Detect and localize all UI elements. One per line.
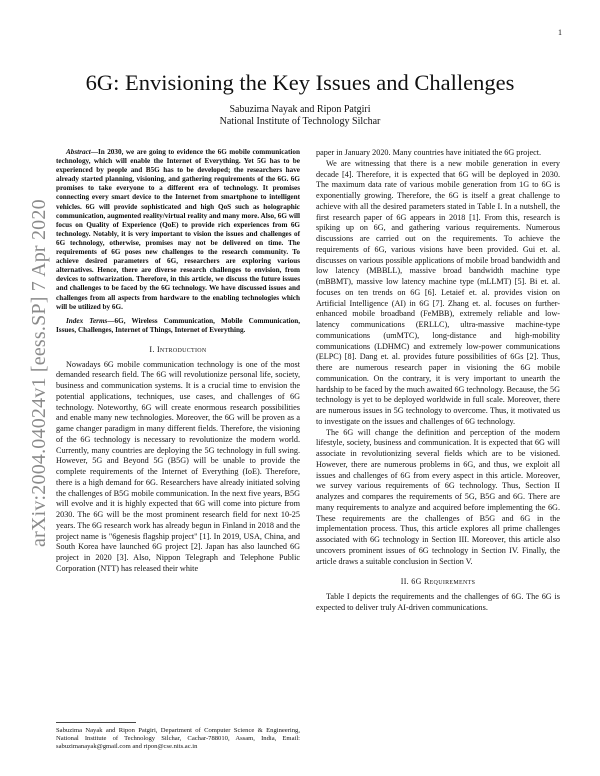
page-number: 1 xyxy=(558,28,562,37)
section-heading-requirements: II. 6G Requirements xyxy=(400,577,476,587)
index-terms-label: Index Terms xyxy=(66,316,108,325)
requirements-paragraph: Table I depicts the requirements and the challenges of 6G. The 6G is expected to deliver truly AI-driven communications. xyxy=(316,592,560,612)
intro-paragraph-2: We are witnessing that there is a new mobile generation in every decade [4]. Therefore, it is expected that 6G will be deployed in 2030. The maximum data rate of various mobile generation from 1G to 6G is exponentially growing. Therefore, the 6G is itself a great challenge to achieve with all the desired parameters stated in Table I. In a nutshell, the first research paper of 6G appears in 2018 [1]. From this, research is spiking up on 6G, and gathering various requirements. Numerous discussions are carried out on the requirements. To achieve the requirements of 6G, various visions have been provided. Gui et. al. discusses on various possible applications of mobile broad bandwidth and low latency (MBBLL), massive broad bandwidth machine type (mBBMT), massive low latency machine type (mLLMT) [5]. Bi et. al. focuses on ten trends on 6G [6]. Letaief et. al. provides vision on Artificial Intelligence (AI) in 6G [7]. Zhang et. al. focuses on further-enhanced mobile broadband (FeMBB), extremely reliable and low-latency communications (ERLLC), ultra-massive machine-type communications (umMTC), long-distance and high-mobility communications (LDHMC) and extremely low-power communications (ELPC) [8]. Dang et. al. provides future possibilities of 6Gs [2]. Thus, there are numerous research paper in visioning the 6G mobile communication. On the contrary, it is very important to unearth the hardship to be faced by the much awaited 6G technology. Because, the 5G technology is yet to be deployed worldwide in full scale. Moreover, there are numerous issues in 5G technology to overcome. Thus, it motivated us to investigate on the issues and challenges of 6G technology. xyxy=(316,158,560,426)
right-column xyxy=(316,148,560,614)
author-block xyxy=(0,104,600,128)
index-terms-text: —6G, Wireless Communication, Mobile Communication, Issues, Challenges, Internet of Things, Internet of Everything. xyxy=(56,316,300,334)
paper-title: 6G: Envisioning the Key Issues and Challenges xyxy=(85,70,515,95)
abstract-label: Abstract xyxy=(66,148,91,156)
left-column xyxy=(56,148,300,575)
affiliation: National Institute of Technology Silchar xyxy=(219,116,381,127)
abstract xyxy=(56,148,300,312)
intro-paragraph: Nowadays 6G mobile communication technology is one of the most demanded research field. The 6G will revolutionize personal life, society, business and communication systems. It is a crucial time to envision the potential applications, techniques, use cases, and challenges of 6G technology. Noteworthy, 6G will create enormous research possibilities and enable many new technologies. Moreover, the 6G will be proven as a game changer paradigm in many different fields. Therefore, the visioning of the 6G technology is necessary to revolutionize the modern world. Currently, many countries are deploying the 5G technology in full swing. However, 5G and Beyond 5G (B5G) will be unable to provide the complete requirements of the Internet of Everything (IoE). Therefore, there is a high demand for 6G. Researchers have already initiated solving the challenges of B5G mobile communication. In the next five years, B5G will evolve and it is highly expected that 6G will come into picture from 2030. The 6G will be the most prominent research field for next 10-25 years. The 6G research work has already begun in Finland in 2018 and the project name is "6genesis flagship project" [1]. In 2019, USA, China, and South Korea have launched 6G project [2]. Japan has also launched 6G project in 2020 [3]. Also, Nippon Telegraph and Telephone Public Corporation (NTT) has released their white xyxy=(56,359,300,573)
authors: Sabuzima Nayak and Ripon Patgiri xyxy=(229,104,371,115)
intro-paragraph-continued: paper in January 2020. Many countries have initiated the 6G project. xyxy=(316,148,542,157)
section-heading-introduction: I. Introduction xyxy=(149,344,207,354)
arxiv-watermark: arXiv:2004.04024v1 [eess.SP] 7 Apr 2020 xyxy=(28,199,50,547)
intro-paragraph-3: The 6G will change the definition and perception of the modern lifestyle, society, business and communication. It is expected that 6G will associate in revolutionizing several fields which are to be visioned. However, there are numerous problems in 6G, and thus, we exploit all issues and challenges of 6G from every aspect in this article. Moreover, we survey various requirements of 6G technology. Thus, Section II analyzes and compares the requirements of 5G, B5G and 6G. There are many requirements to analyze and acquired before implementing the 6G. These requirements are the challenges of B5G and 6G in the implementation process. Thus, this article explores all prime challenges associated with 6G technology in Section III. Moreover, this article also uncovers prominent issues of 6G technology in Section IV. Finally, the article draws a suitable conclusion in Section V. xyxy=(316,427,560,566)
index-terms xyxy=(56,317,300,335)
abstract-text: —In 2030, we are going to evidence the 6G mobile communication technology, which will enable the Internet of Everything. Yet 5G has to be experienced by people and B5G has to be developed; the researchers have already started planning, visioning, and gathering requirements of the 6G. 6G promises to take everyone to a different era of technology. It promises connecting every smart device to the Internet from smartphone to intelligent vehicles. 6G will provide sophisticated and high QoS such as holographic communication, augmented reality/virtual reality and many more. Also, 6G will focus on Quality of Experience (QoE) to provide rich experiences from 6G technology. Notably, it is very important to vision the issues and challenges of 6G technology, otherwise, promises may not be delivered on time. The requirements of 6G poses new challenges to the research community. To achieve desired parameters of 6G, researchers are exploring various alternatives. Hence, there are diverse research challenges to envision, from devices to softwarization. Therefore, in this article, we discuss the future issues and challenges to be faced by the 6G technology. We have discussed issues and challenges from all aspects from hardware to the enabling technologies which will be utilized by 6G. xyxy=(56,148,300,311)
footnote-rule xyxy=(56,722,136,723)
footnote: Sabuzima Nayak and Ripon Patgiri, Department of Computer Science & Engineering, National Institute of Technology Silchar, Cachar-788010, Assam, India, Email: sabuzimanayak@gmail.com and ripon@cse.nits.ac.in xyxy=(56,727,300,750)
